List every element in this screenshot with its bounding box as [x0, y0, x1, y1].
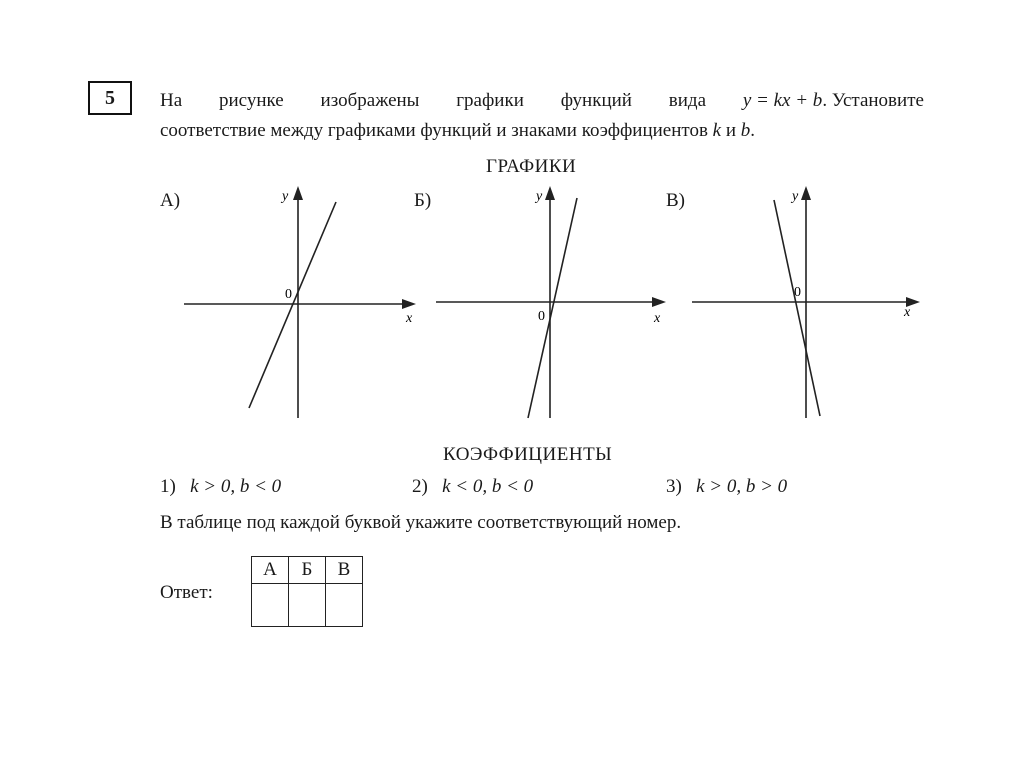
option-number: 2): [412, 476, 428, 497]
var-k: k: [712, 120, 722, 141]
word: функций: [560, 90, 632, 111]
graph-b: [432, 182, 672, 422]
var-b: b: [740, 120, 751, 141]
option-condition: k > 0, b < 0: [190, 476, 282, 497]
answer-column-a: А: [252, 557, 289, 584]
graph-label-c: В): [666, 190, 685, 211]
origin-label: 0: [794, 285, 801, 300]
line2-end: .: [750, 120, 756, 141]
answer-header-row: [252, 557, 363, 584]
option-number: 1): [160, 476, 176, 497]
option-condition: k > 0, b > 0: [696, 476, 788, 497]
answer-column-c: В: [326, 557, 363, 584]
option-condition: k < 0, b < 0: [442, 476, 534, 497]
y-label: y: [536, 189, 543, 204]
task-statement: [160, 86, 924, 146]
answer-column-b: Б: [289, 557, 326, 584]
word: изображены: [320, 90, 420, 111]
x-label: x: [406, 311, 413, 326]
x-axis-arrow: [402, 299, 416, 309]
word: вида: [668, 90, 707, 111]
coefficient-option-3: [666, 476, 787, 498]
word: рисунке: [218, 90, 284, 111]
graph-label-b: Б): [414, 190, 432, 211]
answer-label: Ответ:: [160, 582, 213, 603]
coefficient-option-2: [412, 476, 533, 498]
instruction-text: В таблице под каждой буквой укажите соответствующий номер.: [160, 512, 682, 533]
y-label: y: [282, 189, 289, 204]
x-label: x: [904, 305, 911, 320]
function-line: [249, 202, 336, 408]
task-number-box: 5: [88, 81, 132, 115]
formula: y = kx + b: [742, 90, 823, 111]
line1-end: . Установите: [822, 90, 924, 111]
answer-cell-b[interactable]: [289, 584, 326, 627]
line2-text: соответствие между графиками функций и знаками коэффициентов: [160, 120, 713, 141]
coefficients-title: КОЭФФИЦИЕНТЫ: [443, 444, 613, 465]
graph-label-a: А): [160, 190, 181, 211]
y-axis-arrow: [545, 186, 555, 200]
statement-line-1: [160, 86, 924, 116]
answer-table: [251, 556, 363, 627]
y-axis-arrow: [293, 186, 303, 200]
word: На: [160, 90, 183, 111]
x-label: x: [654, 311, 661, 326]
origin-label: 0: [538, 309, 545, 324]
coefficient-option-1: [160, 476, 281, 498]
function-line: [774, 200, 820, 416]
word: графики: [456, 90, 524, 111]
x-axis-arrow: [652, 297, 666, 307]
and-word: и: [721, 120, 741, 141]
y-label: y: [792, 189, 799, 204]
statement-line-2: [160, 116, 924, 146]
option-number: 3): [666, 476, 682, 497]
graph-c: [688, 182, 928, 422]
origin-label: 0: [285, 287, 292, 302]
graph-a: [180, 182, 420, 422]
answer-input-row: [252, 584, 363, 627]
graphs-title: ГРАФИКИ: [486, 156, 577, 177]
answer-cell-a[interactable]: [252, 584, 289, 627]
y-axis-arrow: [801, 186, 811, 200]
answer-cell-c[interactable]: [326, 584, 363, 627]
function-line: [528, 198, 577, 418]
